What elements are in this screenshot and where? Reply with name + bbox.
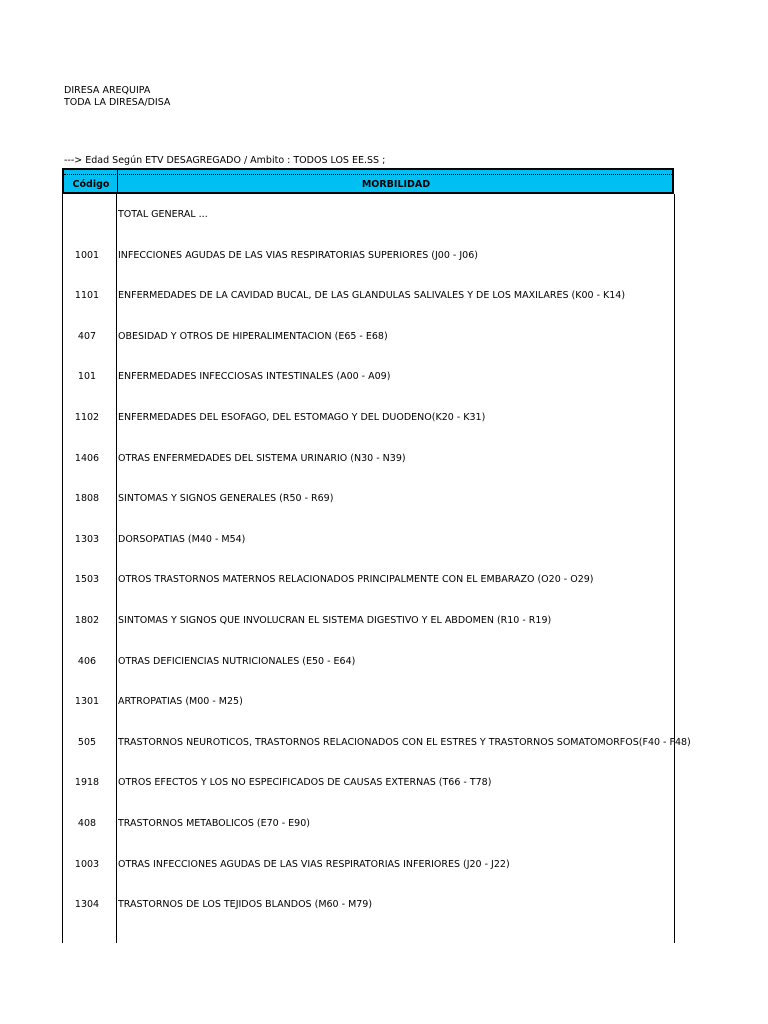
table-row <box>62 858 676 872</box>
table-row <box>62 695 676 709</box>
row-description: ENFERMEDADES INFECCIOSAS INTESTINALES (A00 - A09) <box>118 371 391 383</box>
row-code: 1003 <box>74 858 100 870</box>
table-row <box>62 249 676 263</box>
table-header <box>62 168 674 194</box>
row-description: OTRAS ENFERMEDADES DEL SISTEMA URINARIO (N30 - N39) <box>118 452 406 464</box>
row-description: ENFERMEDADES DE LA CAVIDAD BUCAL, DE LAS GLANDULAS SALIVALES Y DE LOS MAXILARES (K00 - K14) <box>118 290 626 302</box>
table-row <box>62 736 691 750</box>
row-code: 1802 <box>74 615 100 626</box>
row-code: 1102 <box>74 412 100 423</box>
column-header-code: Código <box>72 179 110 190</box>
row-description: INFECCIONES AGUDAS DE LAS VIAS RESPIRATORIAS SUPERIORES (J00 - J06) <box>118 249 478 261</box>
morbidity-table <box>62 168 691 943</box>
table-row <box>62 452 676 466</box>
row-code: 1303 <box>74 533 100 545</box>
table-row <box>62 370 676 384</box>
table-row <box>62 573 676 587</box>
row-description: OTROS EFECTOS Y LOS NO ESPECIFICADOS DE CAUSAS EXTERNAS (T66 - T78) <box>118 777 492 789</box>
report-org-title: DIRESA AREQUIPA <box>64 85 151 96</box>
report-scope-title: TODA LA DIRESA/DISA <box>64 97 171 108</box>
row-code: 1406 <box>74 452 100 464</box>
table-row <box>62 533 676 547</box>
row-description: SINTOMAS Y SIGNOS QUE INVOLUCRAN EL SISTEMA DIGESTIVO Y EL ABDOMEN (R10 - R19) <box>118 615 552 626</box>
table-row <box>62 655 676 669</box>
row-code: 505 <box>77 736 97 748</box>
report-filter-line: ---> Edad Según ETV DESAGREGADO / Ambito : TODOS LOS EE.SS ; <box>64 155 386 166</box>
table-row <box>62 898 676 912</box>
row-description: TRASTORNOS METABOLICOS (E70 - E90) <box>118 818 310 829</box>
table-row <box>62 492 676 506</box>
row-description: OTRAS INFECCIONES AGUDAS DE LAS VIAS RESPIRATORIAS INFERIORES (J20 - J22) <box>118 858 510 870</box>
table-row <box>62 817 676 831</box>
row-code: 1101 <box>74 290 100 302</box>
row-description: SINTOMAS Y SIGNOS GENERALES (R50 - R69) <box>118 493 334 505</box>
row-code: 1808 <box>74 493 100 505</box>
row-description: ARTROPATIAS (M00 - M25) <box>118 696 243 708</box>
row-code: 408 <box>77 818 97 829</box>
row-description: TOTAL GENERAL ... <box>118 209 208 220</box>
row-code: 1001 <box>74 249 100 261</box>
table-row <box>62 776 676 790</box>
row-description: TRASTORNOS DE LOS TEJIDOS BLANDOS (M60 - M79) <box>118 899 373 911</box>
row-description: OTRAS DEFICIENCIAS NUTRICIONALES (E50 - E64) <box>118 655 356 667</box>
row-code: 407 <box>77 330 97 342</box>
row-code: 101 <box>77 371 97 383</box>
table-row <box>62 614 676 628</box>
row-description: TRASTORNOS NEUROTICOS, TRASTORNOS RELACIONADOS CON EL ESTRES Y TRASTORNOS SOMATOMORFOS(F40 - F48) <box>118 736 691 748</box>
row-description: OBESIDAD Y OTROS DE HIPERALIMENTACION (E65 - E68) <box>118 330 388 342</box>
row-code: 1301 <box>74 696 100 708</box>
column-header-morbidity: MORBILIDAD <box>361 179 431 190</box>
table-row <box>62 289 676 303</box>
table-row <box>62 330 676 344</box>
table-row <box>62 411 676 425</box>
row-description: DORSOPATIAS (M40 - M54) <box>118 533 246 545</box>
row-code: 1503 <box>74 574 100 586</box>
row-description: ENFERMEDADES DEL ESOFAGO, DEL ESTOMAGO Y DEL DUODENO(K20 - K31) <box>118 412 486 423</box>
row-description: OTROS TRASTORNOS MATERNOS RELACIONADOS PRINCIPALMENTE CON EL EMBARAZO (O20 - O29) <box>118 574 594 586</box>
row-code: 1918 <box>74 777 100 789</box>
row-code: 1304 <box>74 899 100 911</box>
header-dotted-rule <box>64 174 672 175</box>
row-code: 406 <box>77 655 97 667</box>
table-row <box>62 208 676 222</box>
